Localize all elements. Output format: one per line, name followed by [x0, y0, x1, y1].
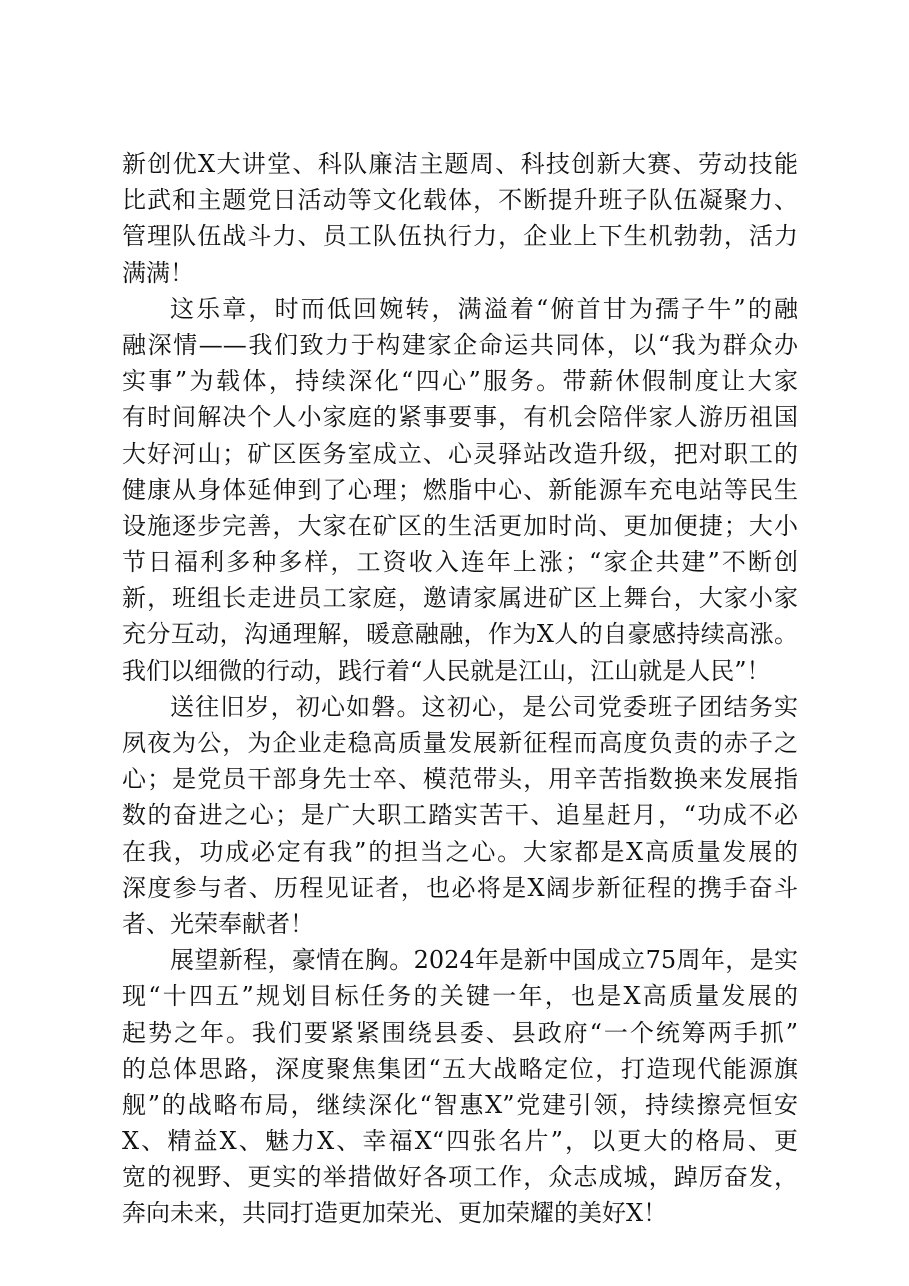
paragraph-line: 送往旧岁，初心如磐。这初心，是公司党委班子团结务实	[170, 692, 798, 721]
paragraph-line: 舰”的战略布局，继续深化“智惠X”党建引领，持续擦亮恒安	[122, 1090, 798, 1119]
paragraph-line: 大好河山；矿区医务室成立、心灵驿站改造升级，把对职工的	[122, 439, 798, 468]
paragraph-line: 奔向未来，共同打造更加荣光、更加荣耀的美好X！	[122, 1199, 668, 1228]
paragraph-line: 健康从身体延伸到了心理；燃脂中心、新能源车充电站等民生	[122, 475, 798, 504]
paragraph-line: 心；是党员干部身先士卒、模范带头，用辛苦指数换来发展指	[122, 765, 798, 794]
paragraph-line: 节日福利多种多样，工资收入连年上涨；“家企共建”不断创	[122, 548, 798, 577]
paragraph	[122, 942, 798, 1232]
paragraph-line: 者、光荣奉献者！	[122, 909, 314, 938]
paragraph-line: 深度参与者、历程见证者，也必将是X阔步新征程的携手奋斗	[122, 873, 798, 902]
paragraph-line: 管理队伍战斗力、员工队伍执行力，企业上下生机勃勃，活力	[122, 222, 798, 251]
paragraph-line: 设施逐步完善，大家在矿区的生活更加时尚、更加便捷；大小	[122, 511, 798, 540]
paragraph-line: X、精益X、魅力X、幸福X“四张名片”，以更大的格局、更	[122, 1127, 798, 1156]
paragraph-line: 有时间解决个人小家庭的紧事要事，有机会陪伴家人游历祖国	[122, 403, 798, 432]
paragraph-line: 这乐章，时而低回婉转，满溢着“俯首甘为孺子牛”的融	[170, 294, 798, 323]
paragraph-line: 新创优X大讲堂、科队廉洁主题周、科技创新大赛、劳动技能	[122, 150, 798, 178]
paragraph-line: 满满！	[122, 258, 194, 287]
paragraph-line: 我们以细微的行动，践行着“人民就是江山，江山就是人民”！	[122, 656, 771, 685]
paragraph	[122, 146, 798, 291]
paragraph	[122, 291, 798, 689]
paragraph-line: 充分互动，沟通理解，暖意融融，作为X人的自豪感持续高涨。	[122, 620, 798, 649]
paragraph-line: 现“十四五”规划目标任务的关键一年，也是X高质量发展的	[122, 982, 798, 1011]
paragraph-line: 实事”为载体，持续深化“四心”服务。带薪休假制度让大家	[122, 367, 798, 396]
paragraph-line: 起势之年。我们要紧紧围绕县委、县政府“一个统筹两手抓”	[122, 1018, 798, 1047]
paragraph	[122, 689, 798, 942]
paragraph-line: 展望新程，豪情在胸。2024年是新中国成立75周年，是实	[170, 946, 798, 975]
paragraph-line: 比武和主题党日活动等文化载体，不断提升班子队伍凝聚力、	[122, 186, 798, 215]
paragraph-line: 数的奋进之心；是广大职工踏实苦干、追星赶月，“功成不必	[122, 801, 798, 830]
paragraph-line: 的总体思路，深度聚焦集团“五大战略定位，打造现代能源旗	[122, 1054, 798, 1083]
paragraph-line: 在我，功成必定有我”的担当之心。大家都是X高质量发展的	[122, 837, 798, 866]
paragraph-line: 融深情——我们致力于构建家企命运共同体，以“我为群众办	[122, 330, 798, 359]
paragraph-line: 宽的视野、更实的举措做好各项工作，众志成城，踔厉奋发，	[122, 1163, 798, 1192]
document-body	[122, 146, 798, 1232]
paragraph-line: 新，班组长走进员工家庭，邀请家属进矿区上舞台，大家小家	[122, 584, 798, 613]
paragraph-line: 夙夜为公，为企业走稳高质量发展新征程而高度负责的赤子之	[122, 729, 798, 757]
